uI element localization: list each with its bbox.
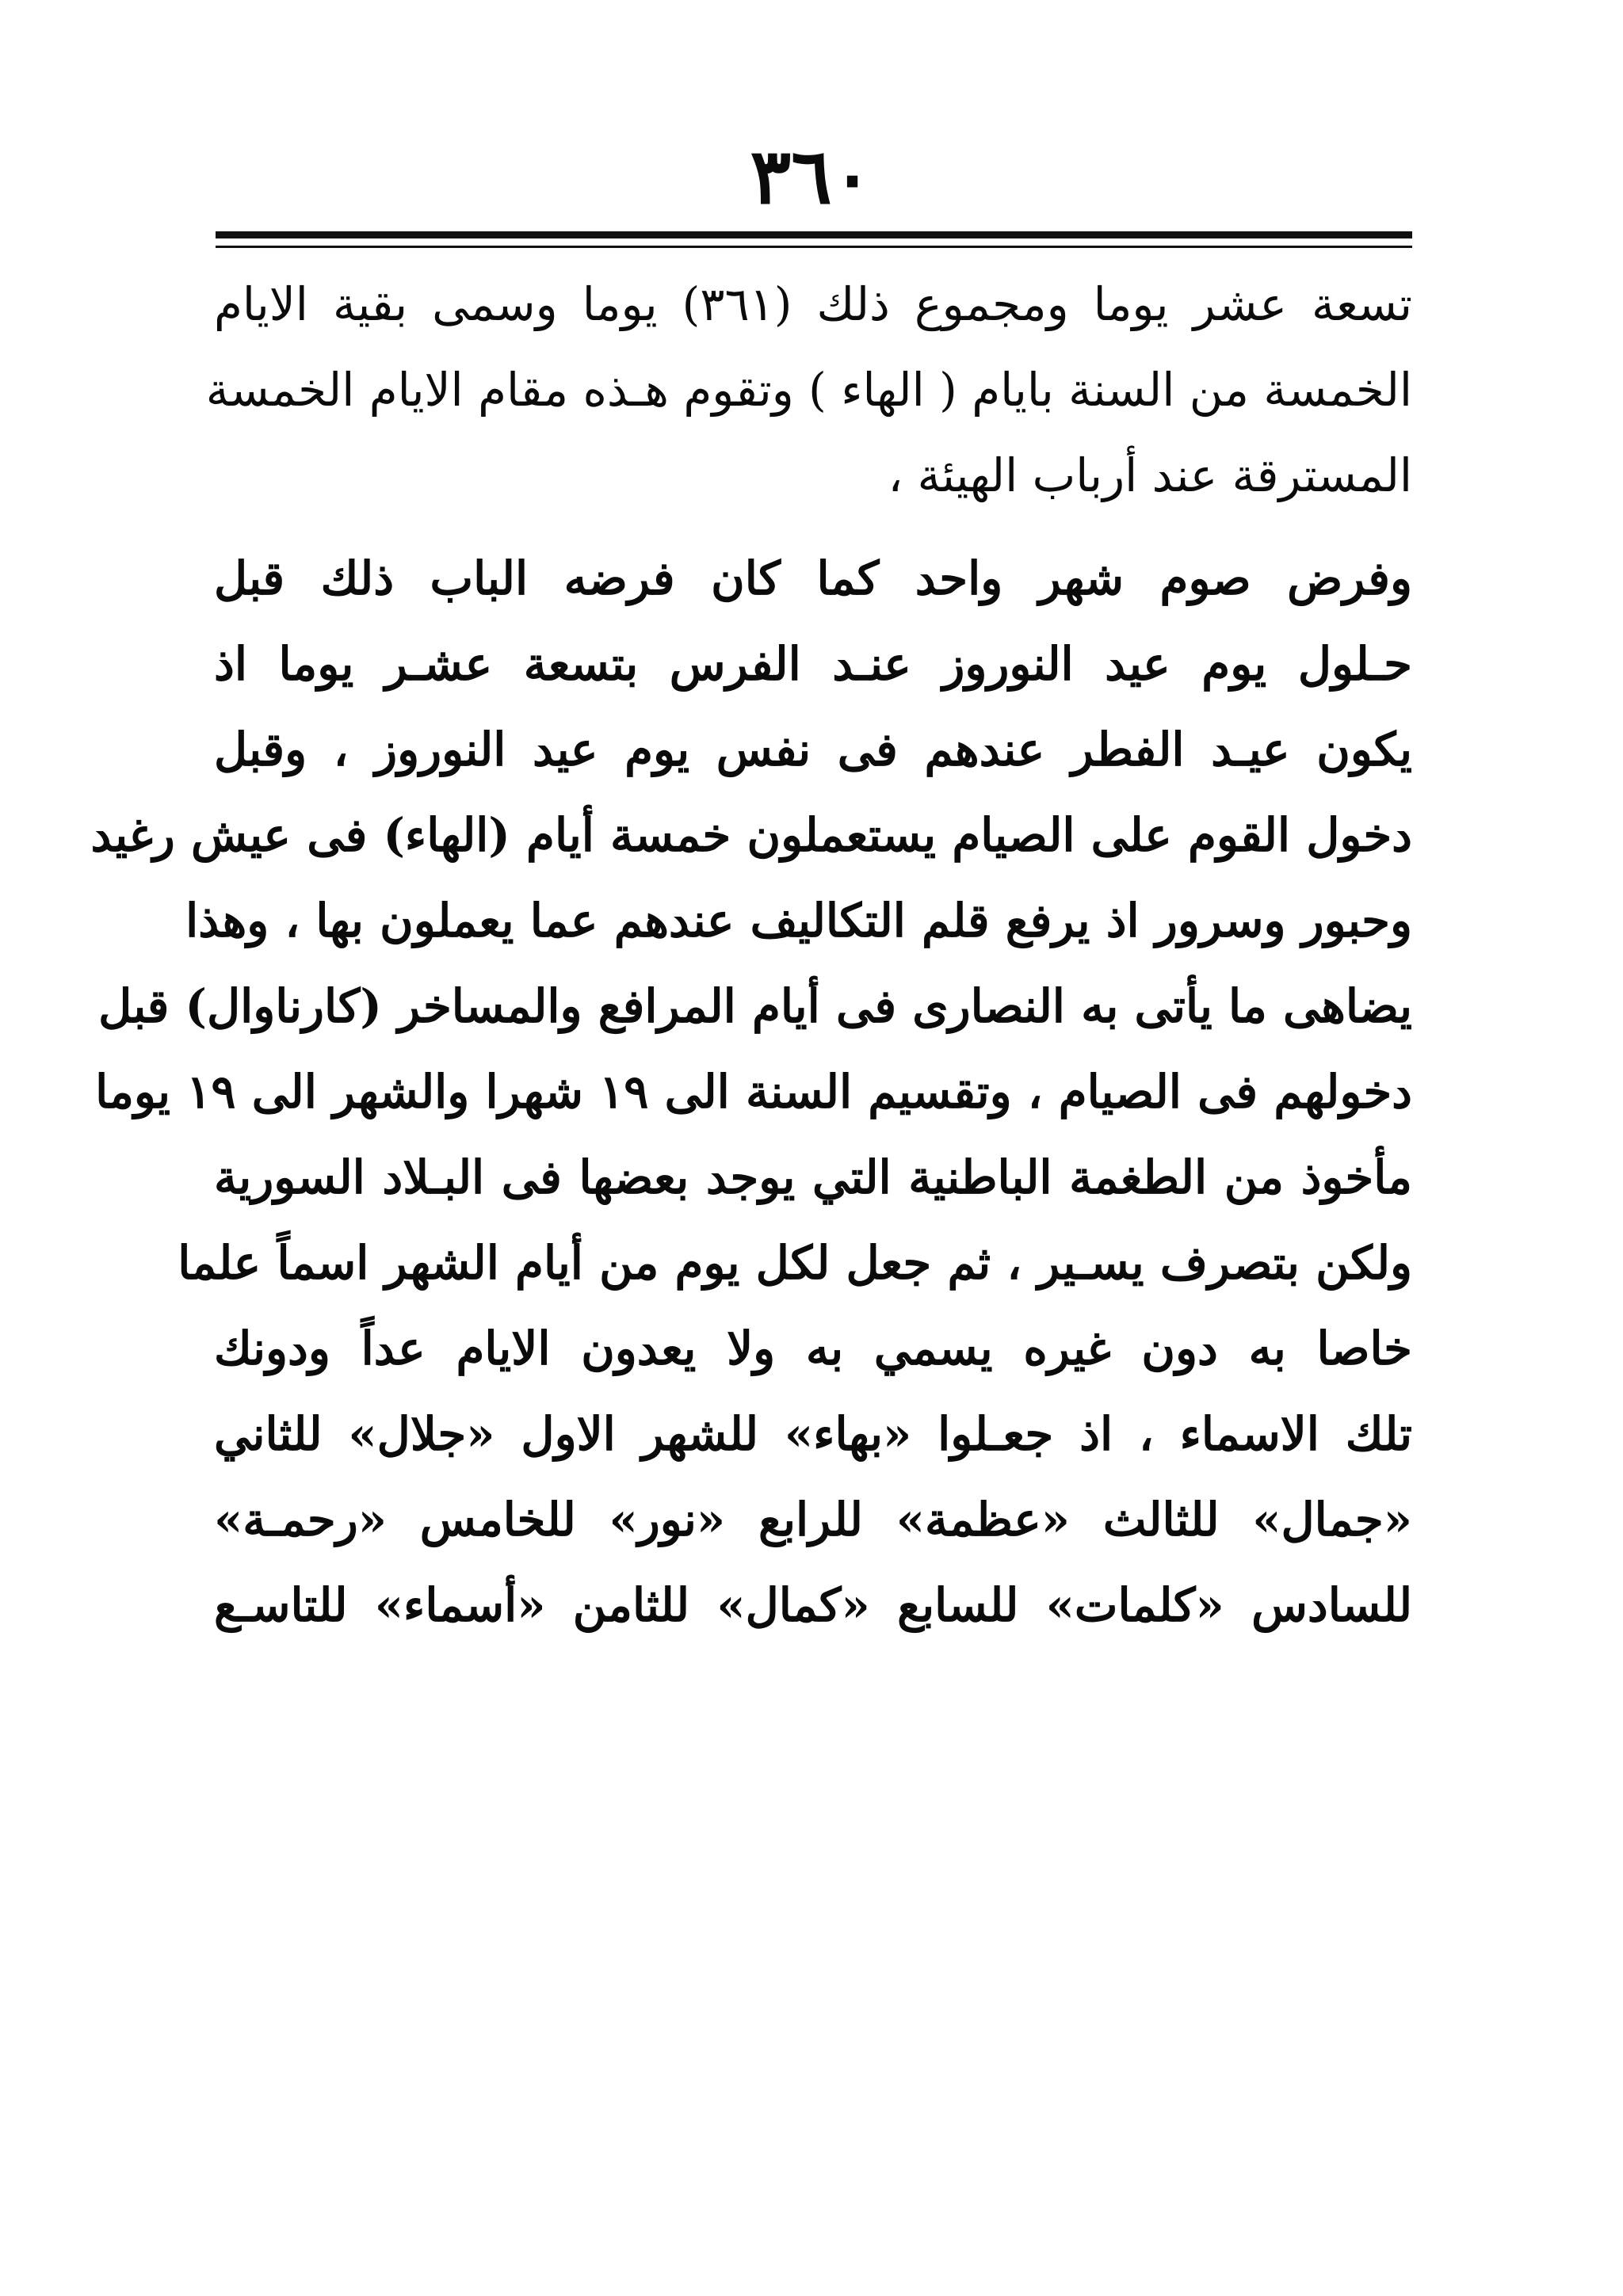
text-line: يضاهى ما يأتى به النصارى فى أيام المرافع والمساخر (كارناوال) قبل xyxy=(98,979,1412,1033)
text-line: المسترقة عند أرباب الهيئة ، xyxy=(888,448,1412,502)
text-line: الخمسة من السنة بايام ( الهاء ) وتقوم هـذه مقام الايام الخمسة xyxy=(205,363,1412,417)
page-number: ٣٦٠ xyxy=(750,132,873,221)
text-line: وحبور وسرور اذ يرفع قلم التكاليف عندهم عما يعملون بها ، وهذا xyxy=(185,894,1412,948)
header-rule-thick xyxy=(216,231,1412,238)
text-line: تسعة عشر يوما ومجموع ذلك (٣٦١) يوما وسمى بقية الايام xyxy=(214,277,1413,331)
text-line: وفرض صوم شهر واحد كما كان فرضه الباب ذلك قبل xyxy=(214,551,1412,605)
text-line: يكون عيـد الفطر عندهم فى نفس يوم عيد النوروز ، وقبل xyxy=(214,723,1412,776)
text-line: «جمال» للثالث «عظمة» للرابع «نور» للخامس «رحمـة» xyxy=(214,1493,1412,1547)
text-line: حـلول يوم عيد النوروز عنـد الفرس بتسعة عشـر يوما اذ xyxy=(214,637,1412,691)
text-line: دخول القوم على الصيام يستعملون خمسة أيام (الهاء) فى عيش رغيد xyxy=(90,808,1412,862)
paragraph-1 xyxy=(205,261,1413,518)
text-line: ولكن بتصرف يسـير ، ثم جعل لكل يوم من أيام الشهر اسماً علما xyxy=(178,1236,1412,1290)
body-text xyxy=(90,261,1413,1648)
text-line: تلك الاسماء ، اذ جعـلوا «بهاء» للشهر الاول «جلال» للثاني xyxy=(214,1407,1412,1461)
text-line: دخولهم فى الصيام ، وتقسيم السنة الى ١٩ شهرا والشهر الى ١٩ يوما xyxy=(95,1065,1412,1119)
text-line: مأخوذ من الطغمة الباطنية التي يوجد بعضها فى البـلاد السورية xyxy=(214,1150,1412,1204)
text-line: للسادس «كلمات» للسابع «كمال» للثامن «أسماء» للتاسـع xyxy=(214,1578,1412,1632)
text-line: خاصا به دون غيره يسمي به ولا يعدون الايام عداً ودونك xyxy=(214,1322,1412,1375)
header-rule-thin xyxy=(216,246,1412,248)
paragraph-2 xyxy=(90,536,1412,1648)
